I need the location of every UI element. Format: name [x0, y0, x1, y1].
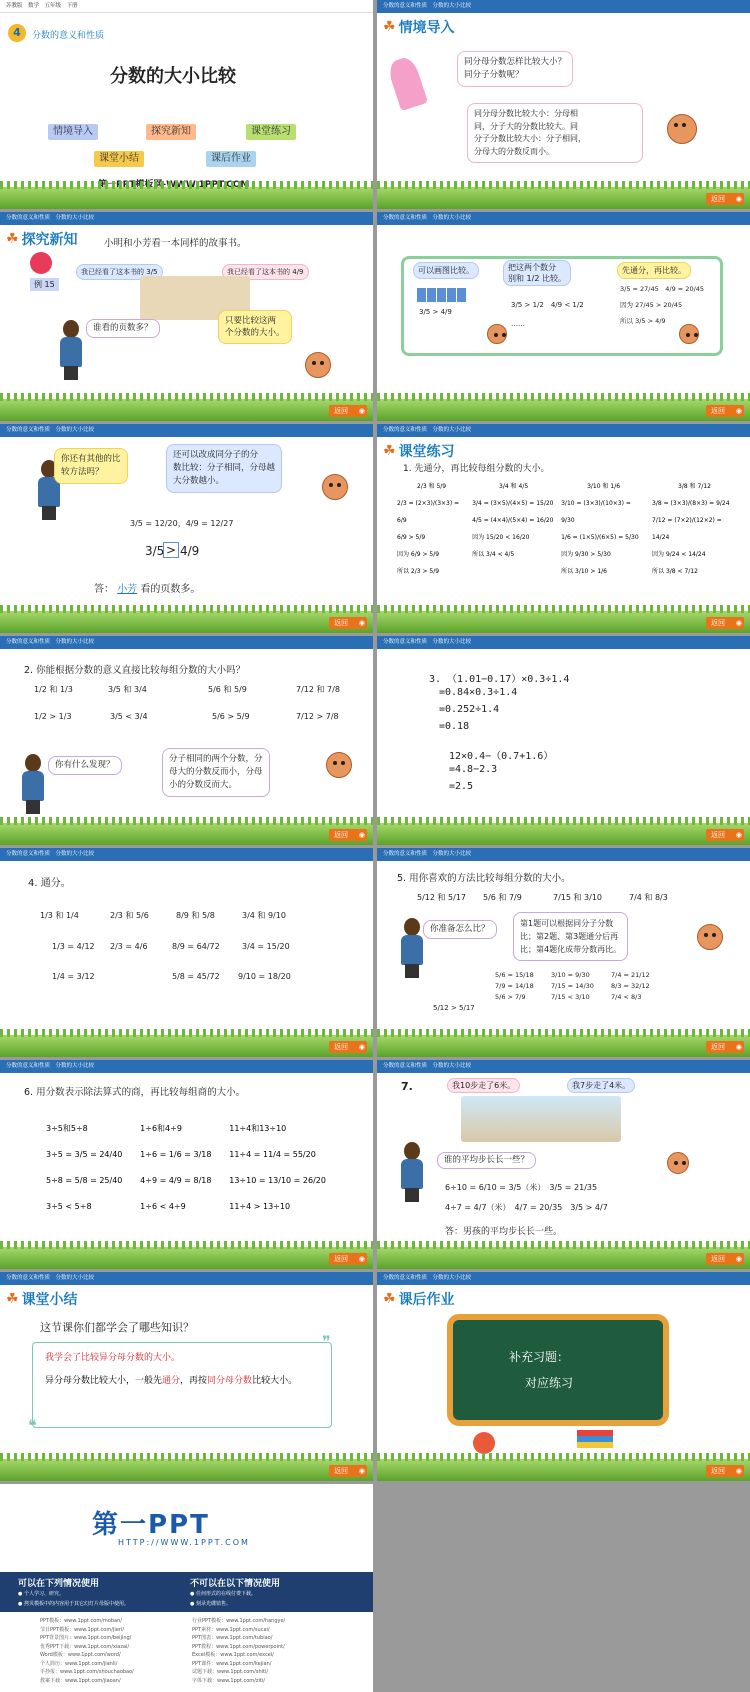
division-line: 11÷4和13÷10 [229, 1124, 287, 1133]
half-fraction: 1/2 [526, 274, 540, 283]
summary-text [45, 1374, 319, 1389]
grass-footer [0, 1247, 373, 1269]
group-head: 2/3 和 5/9 [417, 483, 447, 490]
header-bar: 分数的意义和性质 分数的大小比较 [377, 0, 750, 13]
division-columns [46, 1116, 326, 1220]
header-bar: 分数的意义和性质 分数的大小比较 [0, 636, 373, 649]
answer-line: 第1题可以根据同分子分数 [520, 919, 614, 928]
pair: 8/9 和 5/8 [176, 911, 215, 920]
division-line: 3÷5 = 3/5 = 24/40 [46, 1150, 123, 1159]
exercise-title: 2. 你能根据分数的意义直接比较每组分数的大小吗？ [24, 665, 246, 676]
teacher-figure [18, 754, 48, 814]
result: 1/3 = 4/12 [52, 942, 95, 951]
division-line: 1÷6和4÷9 [140, 1124, 182, 1133]
division-line: 13÷10 = 13/10 = 26/20 [229, 1176, 326, 1185]
summary-part: 异分母分数比较大小，一般先 [45, 1376, 163, 1386]
homework-line-2: 对应练习 [525, 1376, 574, 1390]
link-item[interactable]: Excel模板：www.1ppt.com/excel/ [192, 1652, 274, 1658]
section-label: 情境导入 [398, 20, 455, 36]
calc-line: =0.84×0.3÷1.4 [439, 687, 518, 698]
can-title: 可以在下列情况使用 [18, 1579, 100, 1589]
question-bubble: 你有什么发现？ [48, 756, 122, 775]
link-item[interactable]: PPT素材：www.1ppt.com/sucai/ [192, 1626, 270, 1633]
result: 5/8 = 45/72 [172, 972, 220, 981]
link-list [40, 1617, 134, 1685]
grass-footer [377, 1035, 750, 1057]
cannot-item: ● 刻录光碟销售。 [190, 1601, 231, 1607]
calc-line: 12×0.4−（0.7+1.6） [449, 751, 554, 762]
spiral-icon: ☘ [383, 443, 396, 459]
group-head: 3/10 和 1/6 [587, 483, 621, 490]
section-title [383, 441, 455, 461]
summary-part: ，再按 [180, 1376, 208, 1386]
exercise-groups [397, 478, 737, 580]
header-bar: 分数的意义和性质 分数的大小比较 [0, 424, 373, 437]
header-bar: 分数的意义和性质 分数的大小比较 [0, 212, 373, 225]
division-line: 3÷5和5÷8 [46, 1124, 88, 1133]
header-bar: 分数的意义和性质 分数的大小比较 [377, 636, 750, 649]
tag-homework[interactable]: 课后作业 [206, 151, 256, 167]
group-line: 所以 3/8 < 7/12 [652, 568, 698, 575]
pair: 7/4 和 8/3 [629, 893, 668, 902]
slide-summary [0, 1272, 373, 1481]
back-button[interactable]: 返回 ◉ [706, 1253, 744, 1265]
slide-intro [377, 0, 750, 209]
result: 1/2 > 1/3 [34, 712, 72, 721]
answer-line: 同分母分数比较大小：分母相 [474, 109, 578, 118]
teacher-figure [56, 320, 86, 380]
draw-result: 3/5 > 4/9 [419, 308, 452, 316]
back-button[interactable]: 返回 ◉ [706, 405, 744, 417]
method-draw: 可以画图比较。 [413, 262, 479, 279]
pencil-mascot [386, 55, 428, 111]
result: 5/6 > 5/9 [212, 712, 250, 721]
answer-name: 小芳 [117, 584, 138, 595]
slide-common-denominator [0, 848, 373, 1057]
group-line: 因为 9/30 > 5/30 [561, 551, 611, 558]
link-item[interactable]: Word模板：www.1ppt.com/word/ [40, 1652, 121, 1658]
boy-bubble: 我10步走了6米。 [447, 1078, 520, 1093]
compare-1: 5/12 > 5/17 [433, 1004, 475, 1012]
compare-3: 3/10 = 9/30 7/15 = 14/30 7/15 < 3/10 [551, 971, 601, 1001]
slide-other-method [0, 424, 373, 633]
back-button[interactable]: 返回 ◉ [706, 617, 744, 629]
back-button[interactable]: 返回 ◉ [329, 1041, 367, 1053]
slide-calc [377, 636, 750, 845]
pair: 2/3 和 5/6 [110, 911, 149, 920]
onion-mascot [305, 352, 331, 378]
link-item[interactable]: 手抄报：www.1ppt.com/shouchaobao/ [40, 1669, 134, 1675]
group-line: 6/9 > 5/9 [397, 534, 426, 541]
exercise-title: 5. 用你喜欢的方法比较每组分数的大小。 [397, 873, 571, 884]
story-text: 小明和小芳看一本同样的故事书。 [104, 238, 247, 249]
pair: 5/12 和 5/17 [417, 893, 467, 902]
answer-line: 数比较：分子相同，分母越 [173, 463, 276, 473]
xiaoming-text: 我已经看了这本书的 [81, 268, 144, 276]
pair: 1/3 和 1/4 [40, 911, 79, 920]
summary-box [32, 1342, 332, 1428]
division-column [229, 1116, 326, 1220]
logo: 第一PPT [92, 1510, 210, 1540]
answer-prefix: 答： [94, 584, 114, 595]
group-line: 因为 15/20 < 16/20 [472, 534, 530, 541]
answer-line: 同，分子大的分数比较大。同 [474, 121, 578, 131]
section-label: 探究新知 [21, 232, 78, 248]
question-line: 较方法吗？ [61, 467, 104, 477]
onion-mascot [487, 324, 507, 344]
link-item[interactable]: PPT模板：www.1ppt.com/moban/ [40, 1618, 122, 1624]
spiral-icon: ☘ [383, 19, 396, 35]
header-bar: 分数的意义和性质 分数的大小比较 [377, 1060, 750, 1073]
group-line: 3/10 = (3×3)/(10×3) = 9/30 [561, 500, 631, 524]
group-line: 所以 3/10 > 1/6 [561, 568, 607, 575]
park-scene [461, 1096, 621, 1142]
summary-highlight: 同分母分数 [207, 1376, 253, 1386]
header-bar: 苏教版 数学 五年级 下册 [0, 0, 373, 13]
result: 3/4 = 15/20 [242, 942, 290, 951]
dots: …… [511, 320, 525, 328]
method-common: 先通分，再比较。 [617, 262, 691, 279]
hint-line: 只要比较这两 [225, 316, 277, 326]
question-bubble: 谁看的页数多？ [86, 319, 160, 338]
chalkboard [447, 1314, 669, 1426]
answer-line: 小的分数反而大。 [169, 780, 238, 790]
unit-name: 分数的意义和性质 [32, 31, 105, 41]
link-item[interactable]: 字体下载：www.1ppt.com/ziti/ [192, 1677, 265, 1684]
compare-sign: > [163, 542, 179, 558]
group-head: 3/4 和 4/5 [499, 483, 529, 490]
answer-bubble [162, 748, 270, 797]
xiaoming-fraction: 3/5 [146, 268, 158, 276]
result: 8/9 = 64/72 [172, 942, 220, 951]
grass-footer [0, 611, 373, 633]
clock-icon [473, 1432, 495, 1454]
result: 9/10 = 18/20 [238, 972, 291, 981]
calc-line: =4.8−2.3 [449, 764, 498, 775]
onion-mascot [667, 114, 697, 144]
link-item[interactable]: 个人简历：www.1ppt.com/jianli/ [40, 1660, 118, 1667]
slide-title[interactable] [0, 0, 373, 209]
unit-badge: 4 [8, 24, 26, 42]
result: 3/5 < 3/4 [110, 712, 148, 721]
slide-methods [377, 212, 750, 421]
books-icon [577, 1430, 613, 1448]
link-item[interactable]: 行业PPT模板：www.1ppt.com/hangye/ [192, 1618, 286, 1624]
group [652, 478, 737, 580]
back-button[interactable]: 返回 ◉ [706, 1041, 744, 1053]
answer-bubble [166, 444, 282, 493]
spiral-icon: ☘ [6, 231, 19, 247]
equation: 3/5 = 12/20，4/9 = 12/27 [130, 519, 234, 528]
answer-line: 大分数越小。 [173, 476, 225, 486]
group-line: 3/4 = (3×5)/(4×5) = 15/20 [472, 500, 554, 507]
answer-line: 分子分数比较大小：分子相同， [474, 134, 586, 143]
link-item[interactable]: PPT图表：www.1ppt.com/tubiao/ [192, 1635, 273, 1641]
summary-red: 我学会了比较异分母分数的大小。 [45, 1353, 181, 1363]
back-button[interactable]: 返回 ◉ [329, 829, 367, 841]
pair: 5/6 和 5/9 [208, 685, 247, 694]
division-line: 1÷6 < 4÷9 [140, 1202, 186, 1211]
division-line: 11÷4 = 11/4 = 55/20 [229, 1150, 316, 1159]
result: 1/4 = 3/12 [52, 972, 95, 981]
back-button[interactable]: 返回 ◉ [329, 1465, 367, 1477]
answer-bubble [467, 103, 643, 163]
calc-line: =2.5 [449, 781, 474, 792]
calc-line: =0.252÷1.4 [439, 704, 500, 715]
group-line: 3/8 = (3×3)/(8×3) = 9/24 [652, 500, 730, 507]
section-title [6, 229, 78, 249]
group-line: 所以 2/3 > 5/9 [397, 568, 440, 575]
slide-practice-7 [377, 1060, 750, 1269]
division-column [140, 1116, 211, 1220]
pair: 7/15 和 3/10 [553, 893, 603, 902]
back-button[interactable]: 返回 ◉ [329, 1253, 367, 1265]
slide-practice-1 [377, 424, 750, 633]
method-half-line: 把这两个数分 [508, 263, 556, 272]
section-title [383, 17, 455, 37]
pair: 7/12 和 7/8 [296, 685, 340, 694]
question-bubble [54, 448, 128, 484]
group-line: 1/6 = (1×5)/(6×5) = 5/30 [561, 534, 639, 541]
grass-footer [0, 1459, 373, 1481]
pair: 1/2 和 1/3 [34, 685, 73, 694]
group-line: 4/5 = (4×4)/(5×4) = 16/20 [472, 517, 554, 524]
exercise-title: 4. 通分。 [28, 878, 71, 889]
division-line: 3÷5 < 5÷8 [46, 1202, 92, 1211]
answer-line: 比；第2题、第3题通分后再 [520, 932, 619, 941]
group-line: 7/12 = (7×2)/(12×2) = 14/24 [652, 517, 722, 541]
link-item[interactable]: 试题下载：www.1ppt.com/shiti/ [192, 1669, 269, 1675]
group-line: 所以 3/4 < 4/5 [472, 551, 515, 558]
compare-left: 3/5 [145, 544, 165, 558]
question-bubble [457, 51, 573, 87]
header-bar: 分数的意义和性质 分数的大小比较 [377, 212, 750, 225]
result: 2/3 = 4/6 [110, 942, 148, 951]
compare-right: 4/9 [180, 544, 200, 558]
exercise-number: 7. [401, 1080, 413, 1093]
header-bar: 分数的意义和性质 分数的大小比较 [377, 848, 750, 861]
division-line: 1÷6 = 1/6 = 3/18 [140, 1150, 212, 1159]
division-column [46, 1116, 122, 1220]
division-line: 5÷8 = 5/8 = 25/40 [46, 1176, 123, 1185]
summary-part: 比较大小。 [252, 1376, 298, 1386]
onion-mascot [326, 752, 352, 778]
exercise-title: 1. 先通分，再比较每组分数的大小。 [403, 464, 550, 474]
page-title: 分数的大小比较 [110, 66, 236, 87]
compare-4: 7/4 = 21/12 8/3 = 32/12 7/4 < 8/3 [611, 971, 657, 1001]
tag-practice[interactable]: 课堂练习 [246, 124, 296, 140]
grass-footer [0, 399, 373, 421]
slide-homework [377, 1272, 750, 1481]
answer-text [94, 580, 200, 595]
question-bubble: 你准备怎么比？ [423, 920, 497, 939]
xiaofang-text: 我已经看了这本书的 [227, 268, 290, 276]
onion-mascot [322, 474, 348, 500]
exercise-title: 6. 用分数表示除法算式的商，再比较每组商的大小。 [24, 1087, 246, 1098]
header-bar: 分数的意义和性质 分数的大小比较 [0, 1060, 373, 1073]
header-bar: 分数的意义和性质 分数的大小比较 [0, 1272, 373, 1285]
link-item[interactable]: 优秀PPT下载：www.1ppt.com/xiazai/ [40, 1643, 130, 1650]
division-line: 11÷4 > 13÷10 [229, 1202, 291, 1211]
pair: 5/6 和 7/9 [483, 893, 522, 902]
tag-explore[interactable]: 探究新知 [146, 124, 196, 140]
back-button[interactable]: 返回 ◉ [706, 1465, 744, 1477]
fraction-bar [417, 288, 467, 302]
group [472, 478, 555, 580]
hint-line: 个分数的大小。 [225, 328, 285, 338]
girl-bubble: 我7步走了4米。 [567, 1078, 635, 1093]
onion-mascot [679, 324, 699, 344]
pair: 3/5 和 3/4 [108, 685, 147, 694]
common-line-2: 因为 27/45 > 20/45 [620, 301, 683, 309]
onion-mascot [697, 924, 723, 950]
grass-footer [0, 823, 373, 845]
method-half-text: 别和 [508, 274, 524, 283]
question-line-2: 同分子分数呢？ [464, 70, 524, 80]
xiaofang-fraction: 4/9 [292, 268, 304, 276]
hint-bubble [218, 310, 292, 344]
group-head: 3/8 和 7/12 [678, 483, 711, 490]
quote-icon: ❝ [28, 1416, 37, 1435]
answer-text: 答：男孩的平均步长长一些。 [445, 1227, 563, 1237]
back-button[interactable]: 返回 ◉ [706, 193, 744, 205]
header-bar: 分数的意义和性质 分数的大小比较 [0, 848, 373, 861]
method-half [503, 260, 571, 286]
link-item[interactable]: 教案下载：www.1ppt.com/jiaoan/ [40, 1677, 121, 1684]
grass-footer [377, 611, 750, 633]
example-mascot [30, 252, 52, 274]
summary-question: 这节课你们都学会了哪些知识？ [40, 1321, 194, 1334]
slide-explore [0, 212, 373, 421]
back-button[interactable]: 返回 ◉ [329, 617, 367, 629]
calc-line: =0.18 [439, 721, 470, 732]
slide-practice-5 [377, 848, 750, 1057]
group-line: 因为 9/24 < 14/24 [652, 551, 706, 558]
common-line-1: 3/5 = 27/45 4/9 = 20/45 [620, 285, 705, 293]
back-button[interactable]: 返回 ◉ [329, 405, 367, 417]
section-label: 课堂小结 [21, 1292, 78, 1308]
quote-icon: ❞ [322, 1332, 331, 1351]
header-bar: 分数的意义和性质 分数的大小比较 [377, 424, 750, 437]
answer-line: 还可以改成同分子的分 [173, 450, 259, 460]
cannot-title: 不可以在以下情况使用 [190, 1579, 281, 1589]
summary-highlight: 通分 [162, 1376, 181, 1386]
homework-line-1: 补充习题： [509, 1350, 570, 1364]
method-half-text: 比较。 [541, 274, 566, 283]
group-line: 2/3 = (2×3)/(3×3) = 6/9 [397, 500, 460, 524]
question-bubble: 谁的平均步长长一些？ [437, 1152, 536, 1169]
slide-practice-6 [0, 1060, 373, 1269]
tag-intro[interactable]: 情境导入 [48, 124, 98, 140]
half-result: 3/5 > 1/2 4/9 < 1/2 [511, 301, 584, 309]
pair: 3/4 和 9/10 [242, 911, 286, 920]
result: 7/12 > 7/8 [296, 712, 339, 721]
section-title [383, 1289, 455, 1309]
teacher-figure [397, 1142, 427, 1202]
onion-mascot [667, 1152, 689, 1174]
grass-footer [377, 1459, 750, 1481]
answer-bubble [513, 912, 628, 961]
slide-practice-2 [0, 636, 373, 845]
grass-footer [377, 1247, 750, 1269]
grass-footer [377, 187, 750, 209]
answer-line: 比；第4题化成带分数再比。 [520, 945, 622, 954]
tag-summary[interactable]: 课堂小结 [94, 151, 144, 167]
grass-footer [377, 399, 750, 421]
link-item[interactable]: 节日PPT模板：www.1ppt.com/jieri/ [40, 1626, 124, 1633]
header-bar: 分数的意义和性质 分数的大小比较 [377, 1272, 750, 1285]
common-line-3: 所以 3/5 > 4/9 [620, 317, 666, 325]
question-line: 你还有其他的比 [61, 454, 121, 464]
group-line: 因为 6/9 > 5/9 [397, 551, 440, 558]
question-line-1: 同分母分数怎样比较大小？ [464, 57, 567, 67]
calc-line-1: 6÷10 = 6/10 = 3/5（米） 3/5 = 21/35 [445, 1183, 598, 1192]
link-list [192, 1617, 285, 1685]
answer-line: 分子相同的两个分数，分 [169, 754, 263, 764]
section-label: 课后作业 [398, 1292, 455, 1308]
grass-footer [0, 187, 373, 209]
can-item: ● 拷贝模板中的内容用于其它幻灯片母版中使用。 [18, 1601, 129, 1607]
answer-suffix: 看的页数多。 [140, 584, 201, 595]
logo-url: HTTP://WWW.1PPT.COM [118, 1538, 250, 1547]
answer-line: 分母大的分数反而小。 [474, 146, 554, 156]
can-item: ● 个人学习、研究。 [18, 1591, 64, 1597]
group [561, 478, 646, 580]
compare-2: 5/6 = 15/18 7/9 = 14/18 5/6 > 7/9 [495, 971, 541, 1001]
back-button[interactable]: 返回 ◉ [706, 829, 744, 841]
link-item[interactable]: PPT教程：www.1ppt.com/powerpoint/ [192, 1643, 285, 1650]
grass-footer [377, 823, 750, 845]
link-item[interactable]: PPT背景图片：www.1ppt.com/beijing/ [40, 1635, 132, 1641]
group [397, 478, 466, 580]
link-item[interactable]: PPT课件：www.1ppt.com/kejian/ [192, 1660, 272, 1667]
calc-line: 3. （1.01−0.17）×0.3÷1.4 [429, 674, 570, 685]
spiral-icon: ☘ [383, 1291, 396, 1307]
example-label: 例 15 [30, 278, 59, 291]
section-label: 课堂练习 [398, 444, 455, 460]
slide-credits [0, 1484, 373, 1692]
section-title [6, 1289, 78, 1309]
spiral-icon: ☘ [6, 1291, 19, 1307]
grass-footer [0, 1035, 373, 1057]
division-line: 4÷9 = 4/9 = 8/18 [140, 1176, 212, 1185]
cannot-item: ● 任何形式的在线付费下载。 [190, 1591, 256, 1597]
answer-line: 母大的分数反而小，分母 [169, 767, 263, 777]
calc-line-2: 4÷7 = 4/7（米） 4/7 = 20/35 3/5 > 4/7 [445, 1203, 608, 1212]
